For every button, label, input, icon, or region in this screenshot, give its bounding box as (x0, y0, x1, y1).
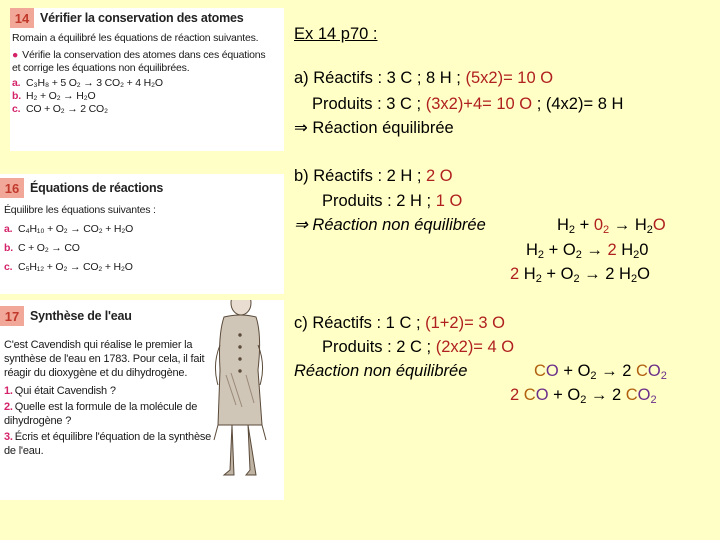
exercise-17-number: 17 (0, 306, 24, 326)
equation-2-fixed: 2 CO + $O_2 \to 2$ $CO_2$ (510, 386, 657, 406)
answer-b-produits (322, 189, 462, 213)
exercise-17-text: C'est Cavendish qui réalise le premier la synthèse de l'eau en 1783. Pour cela, il fait réagir du dioxygène et du dihydrogène. (4, 339, 205, 379)
question-text: Qui était Cavendish ? (14, 385, 116, 397)
answer-title (294, 22, 377, 46)
produits-oxygen-count: (2x2)= 4 O (435, 338, 515, 356)
exercise-16-item-b (4, 242, 280, 255)
reactifs-oxygen-count: (5x2)= 10 O (465, 69, 554, 87)
equation-3-fixed: 2 $H_2 + O_2 \to 2$ $H_2O$ (510, 265, 650, 285)
equation-text: C₄H₁₀ + O₂ → CO₂ + H₂O (18, 223, 134, 235)
exercise-14-number: 14 (10, 8, 34, 28)
exercise-17-scan (0, 300, 284, 500)
equation-2-fixed: $H_2 + O_2 \to 2$ $H_20$ (526, 241, 649, 261)
exercise-17-question-3 (4, 430, 218, 458)
produits-hydrogen-count: (4x2)= 8 H (545, 95, 624, 113)
item-label: a. (12, 77, 21, 89)
equation-text: H₂ + O₂ → H₂O (26, 90, 96, 102)
exercise-14-title: Vérifier la conservation des atomes (40, 11, 244, 25)
answer-c-conclusion-line (294, 359, 467, 383)
answer-c-produits (322, 335, 514, 359)
produits-text: Produits : 2 C ; (322, 338, 436, 356)
item-label: a. (4, 223, 13, 235)
exercise-14-instruction (12, 49, 282, 62)
reactifs-oxygen-count: 2 O (426, 167, 453, 185)
exercise-16-item-a (4, 223, 280, 236)
cavendish-illustration (196, 300, 284, 490)
equation-text: CO + O₂ → 2 CO₂ (26, 103, 108, 115)
exercise-16-header (0, 178, 284, 198)
answer-a-reactifs (294, 66, 553, 90)
exercise-17-question-2 (4, 400, 218, 428)
reactifs-oxygen-count: (1+2)= 3 O (425, 314, 505, 332)
exercise-14-header (10, 8, 284, 28)
answer-c-conclusion: Réaction non équilibrée (294, 362, 468, 380)
reactifs-text: c) Réactifs : 1 C ; (294, 314, 426, 332)
exercise-14-bullet-line1: Vérifie la conservation des atomes dans ces équations (22, 49, 266, 61)
exercise-17-body (4, 338, 218, 458)
answer-c-reactifs (294, 311, 505, 335)
question-number: 2. (4, 401, 13, 413)
exercise-14-intro: Romain a équilibré les équations de réaction suivantes. (12, 32, 259, 44)
item-label: c. (12, 103, 21, 115)
reactifs-text: b) Réactifs : 2 H ; (294, 167, 427, 185)
question-text: Quelle est la formule de la molécule de dihydrogène ? (4, 401, 198, 427)
answer-a-produits (312, 92, 623, 116)
exercise-14-bullet-line2: et corrige les équations non équilibrées. (12, 62, 190, 74)
exercise-14-scan (10, 8, 284, 151)
exercise-17-title: Synthèse de l'eau (30, 309, 132, 323)
exercise-14-item-c (12, 103, 282, 116)
produits-text: Produits : 3 C ; (312, 95, 426, 113)
question-text: Écris et équilibre l'équation de la synthèse de l'eau. (4, 431, 212, 457)
answer-a-conclusion: ⇒ Réaction équilibrée (294, 119, 454, 137)
equation-1-fixed: $H_2 + 0_2 \to H_2O$ (557, 216, 666, 236)
produits-text: Produits : 2 H ; (322, 192, 436, 210)
exercise-16-item-c (4, 261, 280, 274)
question-number: 1. (4, 385, 13, 397)
item-label: c. (4, 261, 13, 273)
exercise-16-scan (0, 174, 284, 294)
exercise-14-item-a (12, 77, 282, 90)
answer-title-text: Ex 14 p70 : (294, 25, 378, 43)
item-label: b. (4, 242, 13, 254)
equation-text: C₃H₈ + 5 O₂ → 3 CO₂ + 4 H₂O (26, 77, 163, 89)
equation-text: C₅H₁₂ + O₂ → CO₂ + H₂O (18, 261, 133, 273)
equation-1-fixed: CO + $O_2 \to 2$ $CO_2$ (534, 362, 667, 382)
exercise-16-intro: Équilibre les équations suivantes : (4, 204, 156, 216)
produits-oxygen-count: 1 O (435, 192, 463, 210)
answer-b-conclusion-line (294, 213, 486, 237)
item-label: b. (12, 90, 21, 102)
answer-b-equation-3 (510, 262, 650, 291)
question-number: 3. (4, 431, 13, 443)
reactifs-text: a) Réactifs : 3 C ; 8 H ; (294, 69, 466, 87)
exercise-14-item-b (12, 90, 282, 103)
exercise-16-number: 16 (0, 178, 24, 198)
bullet-icon: ● (12, 49, 19, 61)
answer-b-conclusion: ⇒ Réaction non équilibrée (294, 216, 486, 234)
exercise-17-question-1 (4, 384, 218, 398)
produits-oxygen-count: (3x2)+4= 10 O (425, 95, 533, 113)
answer-b-reactifs (294, 164, 453, 188)
separator: ; (532, 95, 546, 113)
answer-c-equation-2 (510, 383, 657, 412)
equation-text: C + O₂ → CO (18, 242, 80, 254)
exercise-16-title: Équations de réactions (30, 181, 164, 195)
